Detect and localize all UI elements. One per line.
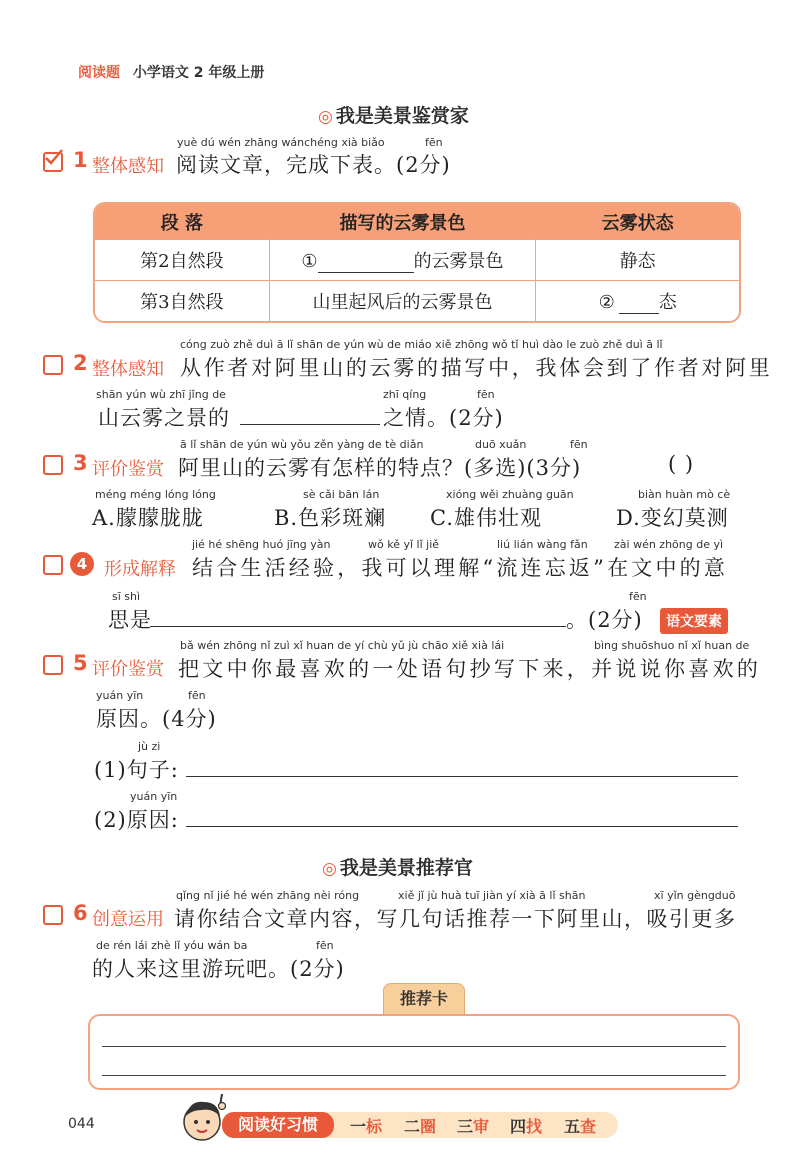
recommend-card <box>88 1014 740 1090</box>
q5-checkbox[interactable] <box>43 655 63 675</box>
q3-option-pinyin: biàn huàn mò cè <box>638 488 731 501</box>
q2-answer-blank[interactable] <box>240 424 380 425</box>
habit-step <box>404 1114 436 1137</box>
q3-label: 评价鉴赏 <box>92 459 164 480</box>
q3-answer-paren[interactable]: ( ) <box>668 452 695 476</box>
q6-label: 创意运用 <box>92 909 164 930</box>
blank-marker: ① <box>301 251 318 272</box>
q2-text-2b: 之情。(2分) <box>383 406 504 430</box>
habit-step-num: 四 <box>510 1117 527 1136</box>
table-header-row <box>95 204 739 239</box>
q4-text-2a: 思是 <box>108 608 152 632</box>
q1-checkbox[interactable] <box>43 152 63 172</box>
q3-option-pinyin: sè cǎi bān lán <box>303 488 380 501</box>
section-title-text: 我是美景推荐官 <box>339 857 473 879</box>
table-cell-para: 第2自然段 <box>95 239 270 280</box>
page-header <box>78 62 264 82</box>
q1-pinyin-fen: fēn <box>425 136 443 149</box>
q3-option-pinyin: xióng wěi zhuàng guān <box>446 488 574 501</box>
q6-checkbox[interactable] <box>43 905 63 925</box>
habit-step <box>510 1114 542 1137</box>
q3-option-pinyin: méng méng lóng lóng <box>95 488 216 501</box>
q3-checkbox[interactable] <box>43 455 63 475</box>
q5-pinyin-1: bǎ wén zhōng nǐ zuì xǐ huan de yí chù yǔ jù chāo xiě xià lái <box>180 639 505 652</box>
q5-pinyin-1b: bìng shuōshuo nǐ xǐ huan de <box>594 639 750 652</box>
answer-blank-1[interactable] <box>318 251 414 273</box>
page-number: 044 <box>68 1116 95 1132</box>
q4-pinyin-1c: liú lián wàng fǎn <box>497 538 588 551</box>
q3-pinyin-c: fēn <box>570 438 588 451</box>
q5-sentence-line[interactable] <box>186 776 738 777</box>
q5-pinyin-2a: yuán yīn <box>96 689 144 702</box>
q5-reason-line[interactable] <box>186 826 738 827</box>
table-header-cell: 云雾状态 <box>536 204 739 239</box>
q4-pinyin-1d: zài wén zhōng de yì <box>614 538 724 551</box>
habit-step-word: 标 <box>366 1117 383 1136</box>
q4-text-1: 结合生活经验，我可以理解“流连忘返”在文中的意 <box>192 556 729 580</box>
q3-pinyin: ā lǐ shān de yún wù yǒu zěn yàng de tè diǎn <box>180 438 424 451</box>
q4-checkbox[interactable] <box>43 555 63 575</box>
literacy-badge: 语文要素 <box>660 608 728 634</box>
recommend-line-2[interactable] <box>102 1075 726 1076</box>
habit-step-num: 三 <box>457 1117 474 1136</box>
q6-text-1: 请你结合文章内容，写几句话推荐一下阿里山，吸引更多 <box>174 907 737 931</box>
blank-marker: ② <box>598 292 615 313</box>
boy-mascot-icon <box>176 1092 228 1148</box>
q1-label: 整体感知 <box>92 156 164 177</box>
table-header-cell: 描写的云雾景色 <box>270 204 537 239</box>
q4-answer-blank[interactable] <box>150 626 566 627</box>
q5-text-1: 把文中你最喜欢的一处语句抄写下来，并说说你喜欢的 <box>178 657 762 681</box>
habit-step-word: 审 <box>473 1117 490 1136</box>
q5-sub1-label: (1)句子: <box>94 758 179 782</box>
q2-text-2a: 山云雾之景的 <box>98 406 230 430</box>
q6-number: 6 <box>73 901 88 925</box>
table-cell-para: 第3自然段 <box>95 280 270 321</box>
q5-sub1-pinyin: jù zi <box>138 740 161 753</box>
checkmark-icon <box>43 148 63 168</box>
q4-pinyin-1b: wǒ kě yǐ lǐ jiě <box>368 538 440 551</box>
table-cell-scene: 山里起风后的云雾景色 <box>270 280 537 321</box>
cloud-table <box>93 202 741 323</box>
q5-sub2-pinyin: yuán yīn <box>130 790 178 803</box>
habit-step-num: 二 <box>404 1117 421 1136</box>
q6-text-2: 的人来这里游玩吧。(2分) <box>92 957 345 981</box>
habit-step-word: 圈 <box>420 1117 437 1136</box>
q1-pinyin: yuè dú wén zhāng wánchéng xià biǎo <box>177 136 385 149</box>
reading-habit-label: 阅读好习惯 <box>222 1112 334 1138</box>
habit-step-num: 一 <box>350 1117 367 1136</box>
q6-pinyin-2b: fēn <box>316 939 334 952</box>
q6-pinyin-1c: xī yǐn gèngduō <box>654 889 736 902</box>
q4-pinyin-2b: fēn <box>629 590 647 603</box>
habit-step <box>564 1114 596 1137</box>
q3-option-c[interactable]: C.雄伟壮观 <box>430 506 542 530</box>
habit-step-word: 查 <box>580 1117 597 1136</box>
recommend-line-1[interactable] <box>102 1046 726 1047</box>
section-title-recommender <box>322 853 473 880</box>
q5-text-2: 原因。(4分) <box>96 707 217 731</box>
q6-pinyin-2a: de rén lái zhè lǐ yóu wán ba <box>96 939 248 952</box>
q2-pinyin-1: cóng zuò zhě duì ā lǐ shān de yún wù de miáo xiě zhōng wǒ tǐ huì dào le zuò zhě duì ā lǐ <box>180 338 663 351</box>
q2-pinyin-2c: fēn <box>477 388 495 401</box>
q3-option-b[interactable]: B.色彩斑斓 <box>274 506 387 530</box>
answer-blank-2[interactable] <box>619 292 659 314</box>
q4-pinyin-1a: jié hé shēng huó jīng yàn <box>192 538 331 551</box>
q3-option-a[interactable]: A.朦朦胧胧 <box>92 506 204 530</box>
header-category: 阅读题 <box>78 65 120 81</box>
habit-step <box>457 1114 489 1137</box>
recommend-card-title: 推荐卡 <box>383 983 465 1015</box>
table-cell-scene <box>270 239 537 280</box>
habit-step-num: 五 <box>564 1117 581 1136</box>
q3-text: 阿里山的云雾有怎样的特点？(多选)(3分) <box>178 456 582 480</box>
habit-step <box>350 1114 382 1137</box>
q4-number-flame-icon: 4 <box>70 552 94 576</box>
section-title-appreciator <box>318 101 469 128</box>
table-row <box>95 280 739 321</box>
q5-pinyin-2b: fēn <box>188 689 206 702</box>
q4-pinyin-2a: sī shì <box>112 590 141 603</box>
table-cell-state <box>536 280 739 321</box>
q6-pinyin-1b: xiě jǐ jù huà tuī jiàn yí xià ā lǐ shān <box>398 889 586 902</box>
q1-number: 1 <box>73 148 88 172</box>
section-title-text: 我是美景鉴赏家 <box>335 105 469 127</box>
q3-number: 3 <box>73 451 88 475</box>
q4-label: 形成解释 <box>104 559 176 580</box>
q2-number: 2 <box>73 351 88 375</box>
table-row <box>95 239 739 280</box>
q5-number: 5 <box>73 651 88 675</box>
header-book: 小学语文 2 年级上册 <box>132 65 265 81</box>
q3-pinyin-b: duō xuǎn <box>475 438 527 451</box>
circle-bullet-icon: ◎ <box>318 107 333 127</box>
q2-label: 整体感知 <box>92 359 164 380</box>
q2-text-1: 从作者对阿里山的云雾的描写中，我体会到了作者对阿里 <box>180 356 773 380</box>
table-cell-state: 静态 <box>536 239 739 280</box>
state-suffix: 态 <box>658 292 677 313</box>
circle-bullet-icon: ◎ <box>322 859 337 879</box>
q5-label: 评价鉴赏 <box>92 659 164 680</box>
q4-text-2b: 。(2分) <box>566 608 643 632</box>
scene-suffix: 的云雾景色 <box>413 251 504 272</box>
q6-pinyin-1a: qǐng nǐ jié hé wén zhāng nèi róng <box>176 889 360 902</box>
q3-option-d[interactable]: D.变幻莫测 <box>616 506 729 530</box>
q2-pinyin-2b: zhī qíng <box>383 388 427 401</box>
q2-pinyin-2a: shān yún wù zhī jǐng de <box>96 388 226 401</box>
q2-checkbox[interactable] <box>43 355 63 375</box>
q5-sub2-label: (2)原因: <box>94 808 179 832</box>
table-header-cell: 段 落 <box>95 204 270 239</box>
q1-text: 阅读文章，完成下表。(2分) <box>176 153 451 177</box>
habit-step-word: 找 <box>526 1117 543 1136</box>
